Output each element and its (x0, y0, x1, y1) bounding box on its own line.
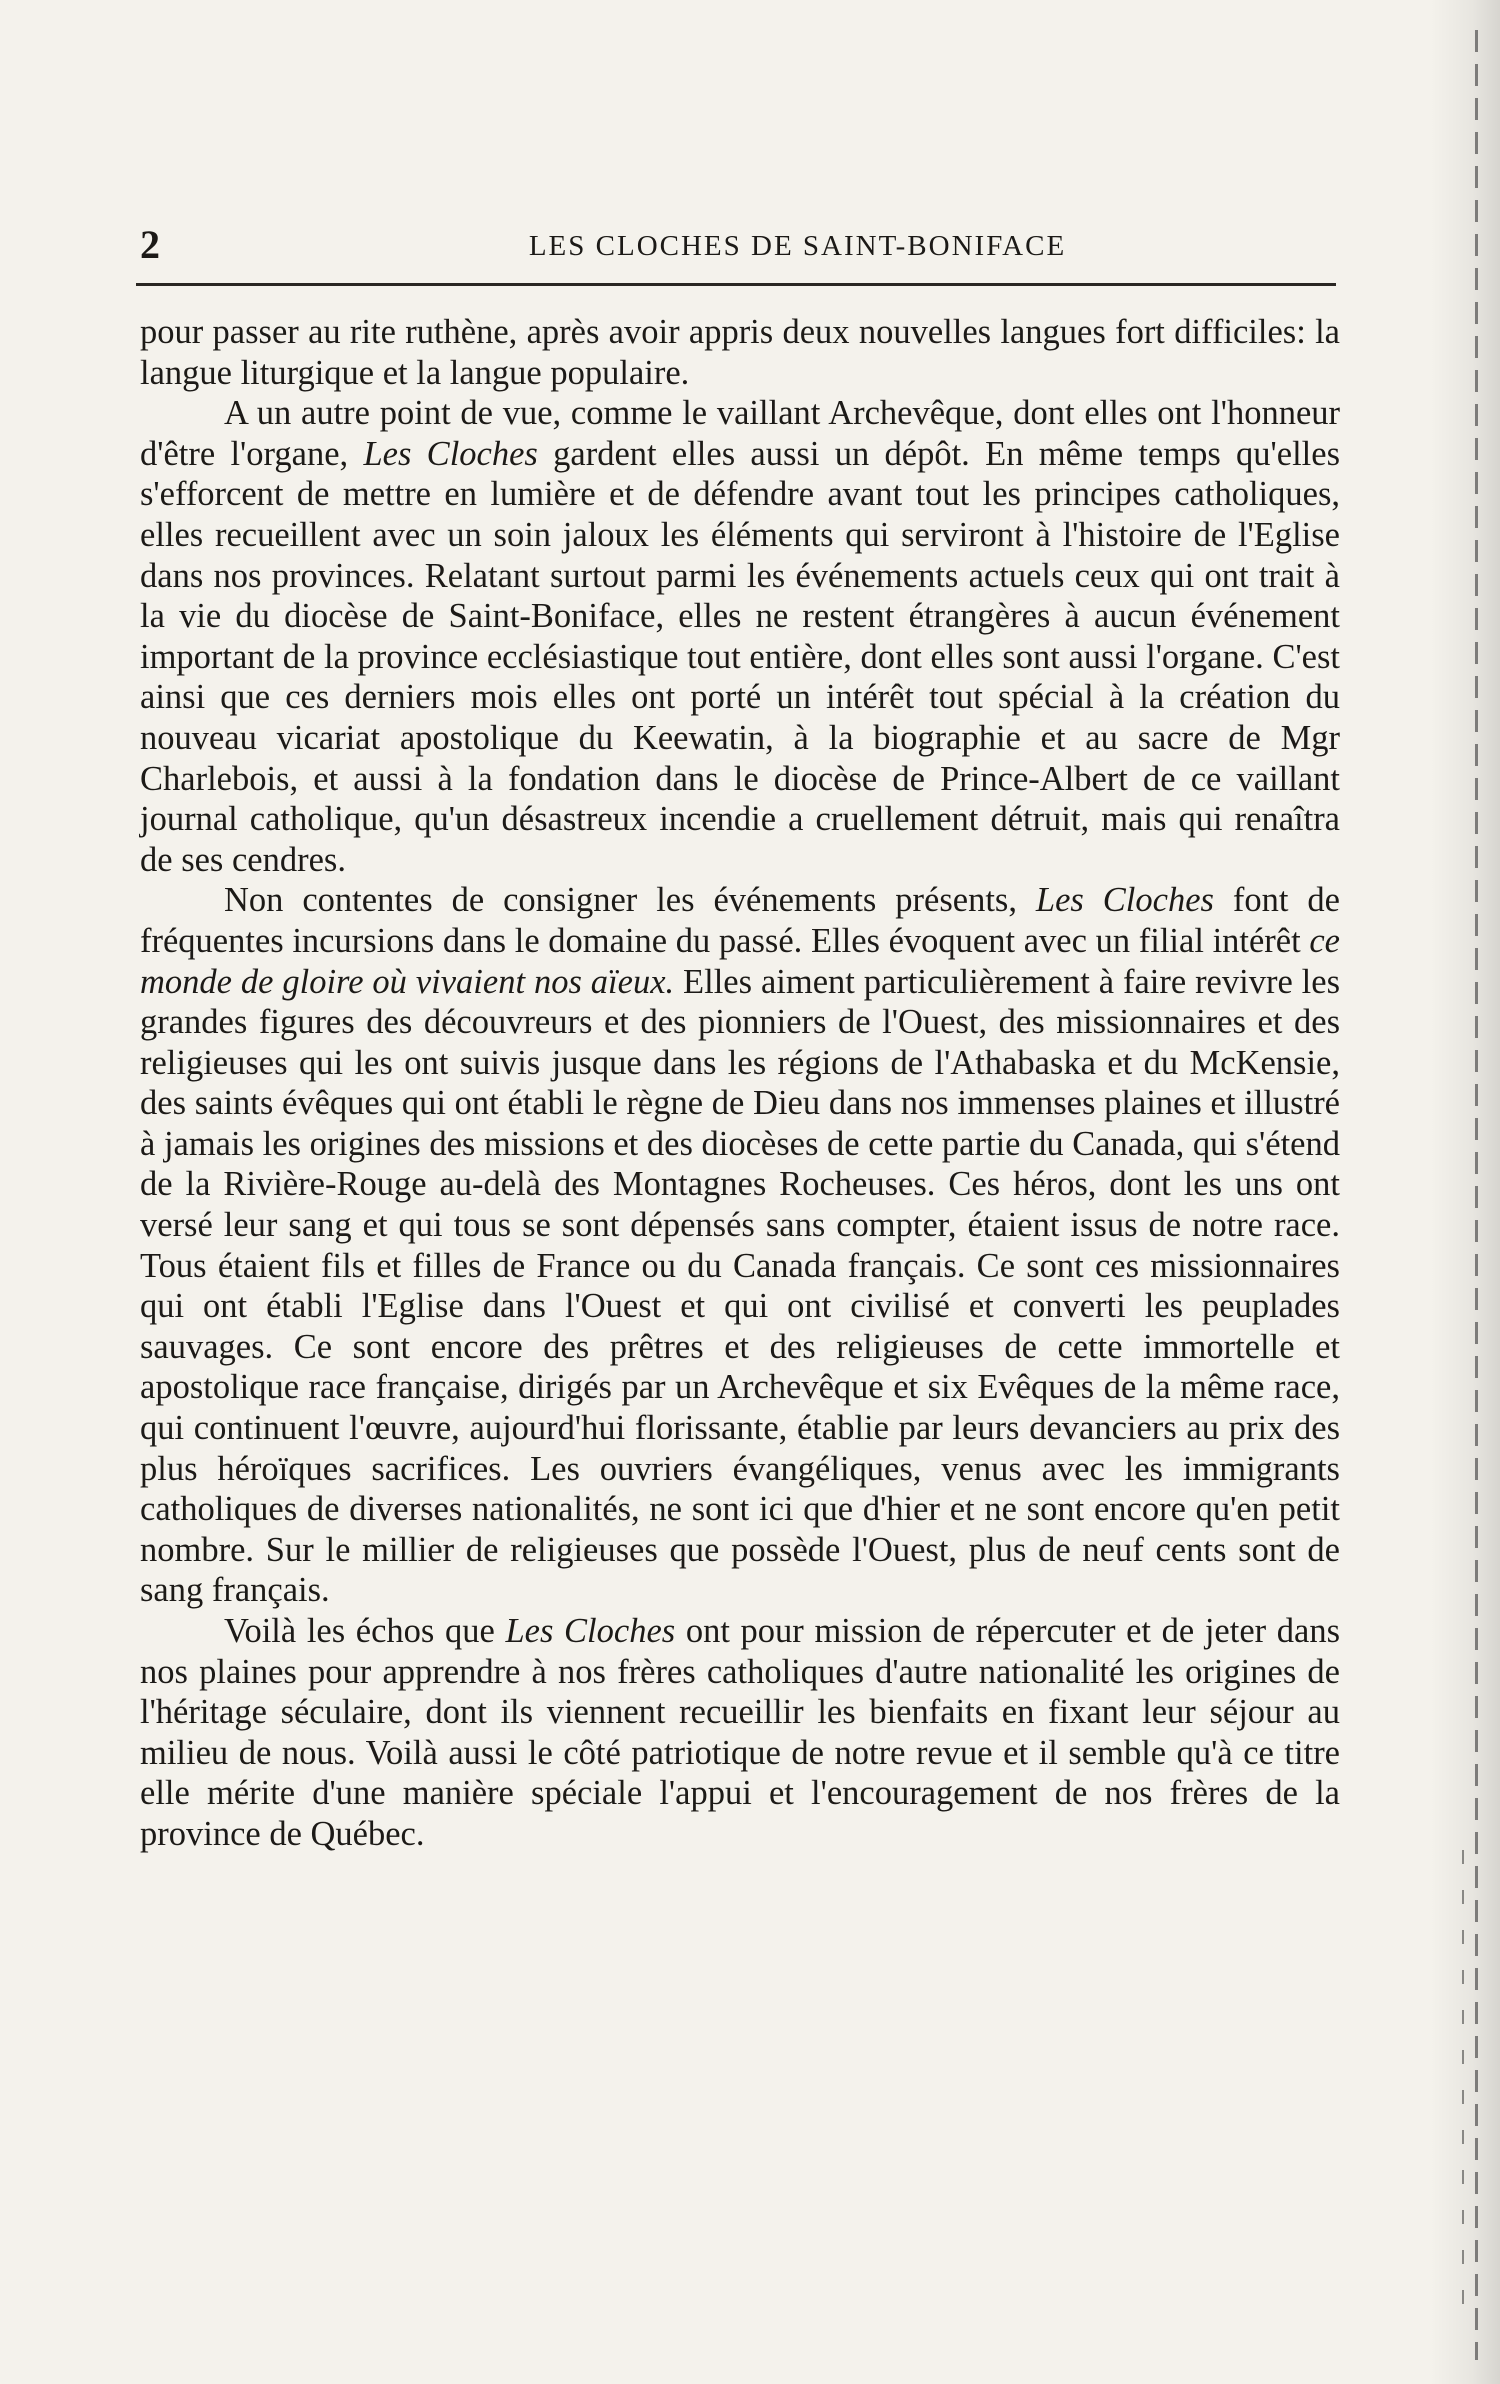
page-number: 2 (140, 222, 160, 267)
text-run: pour passer au rite ruthène, après avoir appris deux nouvelles langues fort difficiles: la langue liturgique et la langue populaire. (140, 313, 1340, 392)
text-run: gardent elles aussi un dépôt. En même temps qu'elles s'efforcent de mettre en lumière et de défendre avant tout les principes catholiques, elles recueillent avec un soin jaloux les éléments qui serviront à l'histoire de l'Eglise dans nos provinces. Relatant surtout parmi les événements actuels ceux qui ont trait à la vie du diocèse de Saint-Boniface, elles ne restent étrangères à aucun événement important de la province ecclésiastique tout entière, dont elles sont aussi l'organe. C'est ainsi que ces derniers mois elles ont porté un intérêt tout spécial à la création du nouveau vicariat apostolique du Keewatin, à la biographie et au sacre de Mgr Charlebois, et aussi à la fondation dans le diocèse de Prince-Albert de ce vaillant journal catholique, qu'un désastreux incendie a cruellement détruit, mais qui renaîtra de ses cendres. (140, 434, 1340, 879)
paragraph-2 (140, 393, 1340, 880)
body-text (140, 312, 1340, 1855)
text-run: ont pour mission de répercuter et de jeter dans nos plaines pour apprendre à nos frères catholiques d'autre nationalité les origines de l'héritage séculaire, dont ils viennent recueillir les bienfaits en fixant leur séjour au milieu de nous. Voilà aussi le côté patriotique de notre revue et il semble qu'à ce titre elle mérite d'une manière spéciale l'appui et l'encouragement de nos frères de la province de Québec. (140, 1612, 1341, 1853)
text-run: A un autre point de vue, comme le vaillant Archevêque, dont elles ont l'honneur d'être l'organe, (140, 394, 1340, 473)
page-edge-mark (1475, 30, 1478, 2360)
text-run: Non contentes de consigner les événements présents, (224, 881, 1036, 920)
text-run: Elles aiment particulièrement à faire revivre les grandes figures des découvreurs et des pionniers de l'Ouest, des missionnaires et des religieuses qui les ont suivis jusque dans les régions de l'Athabaska et du McKensie, des saints évêques qui ont établi le règne de Dieu dans nos immenses plaines et illustré à jamais les origines des missions et des diocèses de cette partie du Canada, qui s'étend de la Rivière-Rouge au-delà des Montagnes Rocheuses. Ces héros, dont les uns ont versé leur sang et qui tous se sont dépensés sans compter, étaient issus de notre race. Tous étaient fils et filles de France ou du Canada français. Ce sont ces missionnaires qui ont établi l'Eglise dans l'Ouest et qui ont civilisé et converti les peuplades sauvages. Ce sont encore des prêtres et des religieuses de cette immortelle et apostolique race française, dirigés par un Archevêque et six Evêques de la même race, qui continuent l'œuvre, aujourd'hui florissante, établie par leurs devanciers au prix des plus héroïques sacrifices. Les ouvriers évangéliques, venus avec les immigrants catholiques de diverses nationalités, ne sont ici que d'hier et ne sont encore qu'en petit nombre. Sur le millier de religieuses que possède l'Ouest, plus de neuf cents sont de sang français. (140, 962, 1340, 1610)
text-run: Voilà les échos que (224, 1612, 506, 1650)
page-header (140, 222, 1335, 268)
header-rule (136, 283, 1336, 286)
text-run: font de fréquentes incursions dans le domaine du passé. Elles évoquent avec un filial intérêt (140, 881, 1340, 960)
page-edge-mark-lower (1462, 1850, 1464, 2330)
italic-phrase: ce monde de gloire où vivaient nos aïeux. (140, 921, 1340, 1001)
running-title: LES CLOCHES DE SAINT-BONIFACE (528, 230, 1067, 262)
italic-phrase: Les Cloches (505, 1612, 676, 1650)
italic-phrase: Les Cloches (363, 434, 538, 473)
italic-phrase: Les Cloches (1035, 881, 1214, 920)
paragraph-1 (140, 312, 1340, 393)
paragraph-3 (140, 880, 1340, 1611)
paragraph-4 (140, 1611, 1340, 1855)
page-edge-shadow (1430, 0, 1500, 2384)
